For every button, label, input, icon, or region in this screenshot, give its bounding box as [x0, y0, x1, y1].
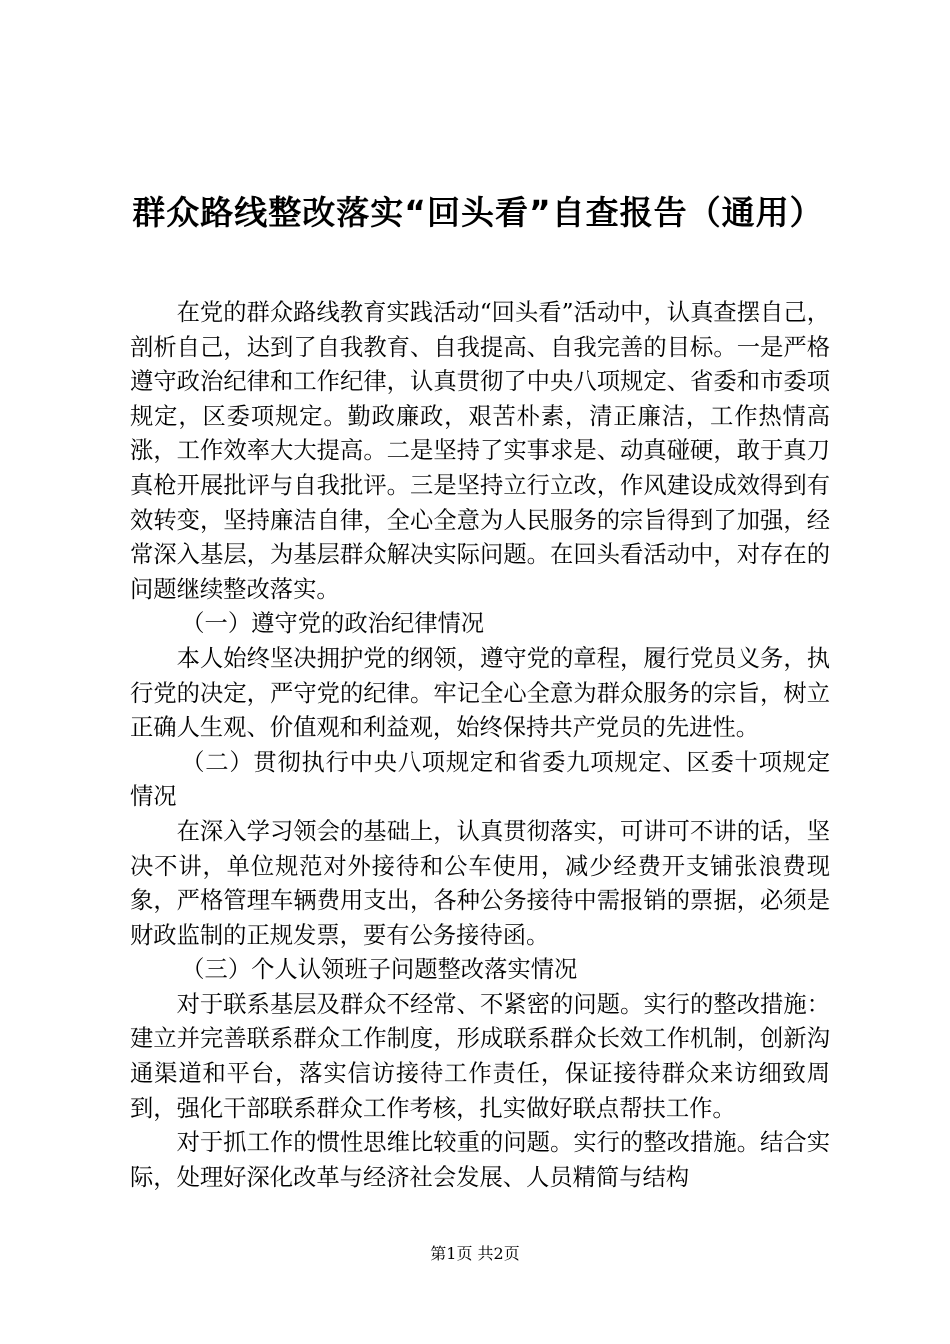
document-title: 群众路线整改落实“回头看”自查报告（通用） — [132, 193, 824, 232]
page-number-footer: 第1页 共2页 — [430, 1244, 520, 1263]
section-heading-1: （一）遵守党的政治纪律情况 — [181, 610, 485, 638]
section-heading-2: （二）贯彻执行中央八项规定和省委九项规定、区委十项规定情况 — [130, 748, 830, 811]
paragraph-section-3a: 对于联系基层及群众不经常、不紧密的问题。实行的整改措施：建立并完善联系群众工作制度，形成联系群众长效工作机制，创新沟通渠道和平台，落实信访接待工作责任，保证接待群众来访细致周到，强化干部联系群众工作考核，扎实做好联点帮扶工作。 — [130, 990, 830, 1122]
paragraph-section-3b: 对于抓工作的惯性思维比较重的问题。实行的整改措施。结合实际，处理好深化改革与经济社会发展、人员精简与结构 — [130, 1129, 830, 1191]
paragraph-section-1: 本人始终坚决拥护党的纲领，遵守党的章程，履行党员义务，执行党的决定，严守党的纪律。牢记全心全意为群众服务的宗旨，树立正确人生观、价值观和利益观，始终保持共产党员的先进性。 — [130, 644, 830, 742]
paragraph-section-2: 在深入学习领会的基础上，认真贯彻落实，可讲可不讲的话，坚决不讲，单位规范对外接待和公车使用，减少经费开支铺张浪费现象，严格管理车辆费用支出，各种公务接待中需报销的票据，必须是财政监制的正规发票，要有公务接待函。 — [130, 817, 830, 949]
document-body — [130, 296, 830, 1195]
section-heading-3: （三）个人认领班子问题整改落实情况 — [181, 956, 578, 984]
paragraph-intro: 在党的群众路线教育实践活动“回头看”活动中，认真查摆自己，剖析自己，达到了自我教育、自我提高、自我完善的目标。一是严格遵守政治纪律和工作纪律，认真贯彻了中央八项规定、省委和市委项规定，区委项规定。勤政廉政，艰苦朴素，清正廉洁，工作热情高涨，工作效率大大提高。二是坚持了实事求是、动真碰硬，敢于真刀真枪开展批评与自我批评。三是坚持立行立改，作风建设成效得到有效转变，坚持廉洁自律，全心全意为人民服务的宗旨得到了加强，经常深入基层，为基层群众解决实际问题。在回头看活动中，对存在的问题继续整改落实。 — [130, 299, 830, 603]
